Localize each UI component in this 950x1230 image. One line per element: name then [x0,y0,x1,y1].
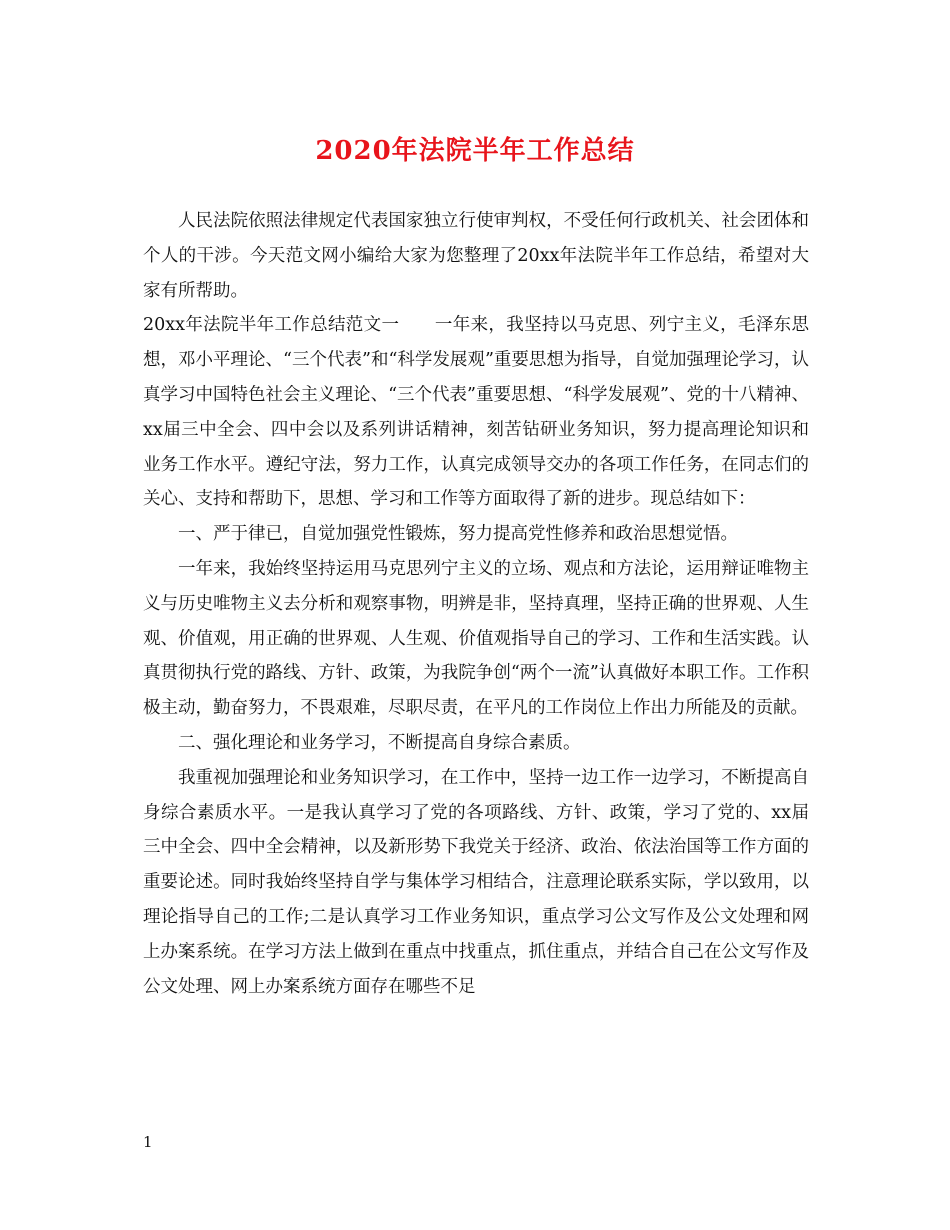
section-heading-two: 二、强化理论和业务学习，不断提高自身综合素质。 [178,732,581,753]
paragraph-sample-one: 20xx年法院半年工作总结范文一 一年来，我坚持以马克思、列宁主义，毛泽东思想，邓小平理论、“三个代表”和“科学发展观”重要思想为指导，自觉加强理论学习，认真学习中国特色社会主义理论、“三个代表”重要思想、“科学发展观”、党的十八精神、xx届三中全会、四中会以及系列讲话精神，刻苦钻研业务知识，努力提高理论知识和业务工作水平。遵纪守法，努力工作，认真完成领导交办的各项工作任务，在同志们的关心、支持和帮助下，思想、学习和工作等方面取得了新的进步。现总结如下： [143,315,809,510]
paragraph-section-one: 一年来，我始终坚持运用马克思列宁主义的立场、观点和方法论，运用辩证唯物主义与历史唯物主义去分析和观察事物，明辨是非，坚持真理，坚持正确的世界观、人生观、价值观，用正确的世界观、人生观、价值观指导自己的学习、工作和生活实践。认真贯彻执行党的路线、方针、政策，为我院争创“两个一流”认真做好本职工作。工作积极主动，勤奋努力，不畏艰难，尽职尽责，在平凡的工作岗位上作出力所能及的贡献。 [143,558,809,719]
document-body [143,204,809,1004]
document-title: 2020年法院半年工作总结 [315,136,635,166]
page-number: 1 [143,1133,153,1151]
paragraph-intro: 人民法院依照法律规定代表国家独立行使审判权，不受任何行政机关、社会团体和个人的干涉。今天范文网小编给大家为您整理了20xx年法院半年工作总结，希望对大家有所帮助。 [143,211,809,301]
section-heading-one: 一、严于律已，自觉加强党性锻炼，努力提高党性修养和政治思想觉悟。 [178,524,738,545]
paragraph-section-two: 我重视加强理论和业务知识学习，在工作中，坚持一边工作一边学习，不断提高自身综合素质水平。一是我认真学习了党的各项路线、方针、政策，学习了党的、xx届三中全会、四中全会精神，以及新形势下我党关于经济、政治、依法治国等工作方面的重要论述。同时我始终坚持自学与集体学习相结合，注意理论联系实际，学以致用，以理论指导自己的工作;二是认真学习工作业务知识，重点学习公文写作及公文处理和网上办案系统。在学习方法上做到在重点中找重点，抓住重点，并结合自己在公文写作及公文处理、网上办案系统方面存在哪些不足 [143,767,809,997]
